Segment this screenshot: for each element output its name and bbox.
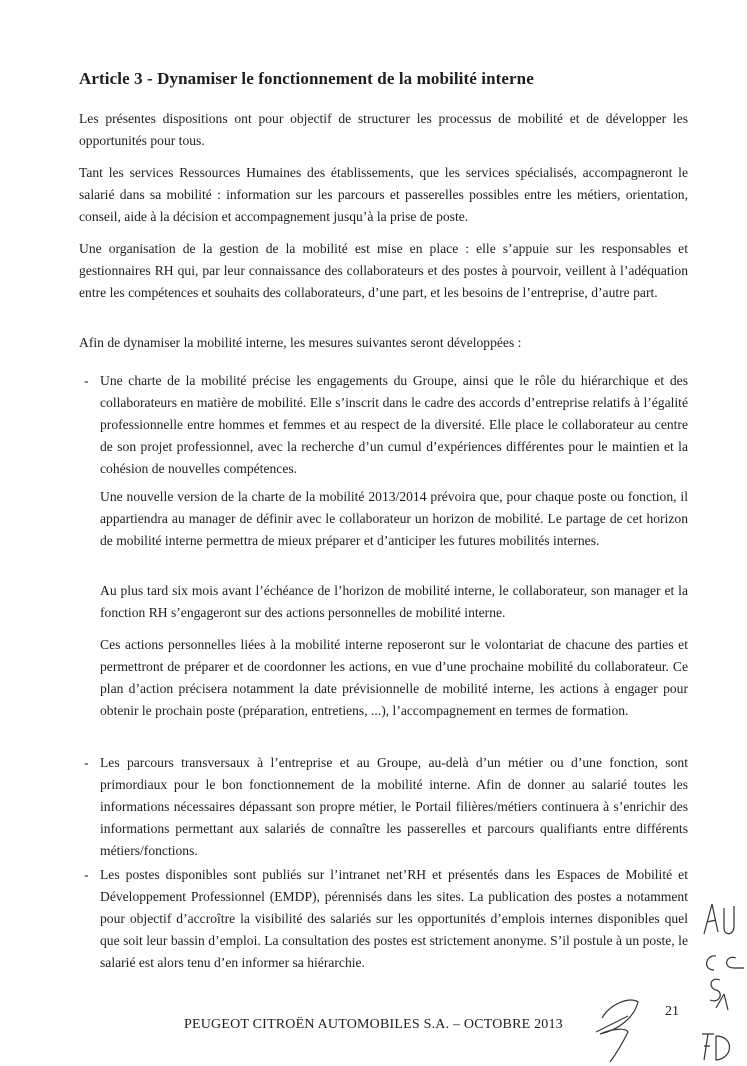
paragraph-measures-intro: Afin de dynamiser la mobilité interne, les mesures suivantes seront développées : [79,335,522,350]
article-title: Article 3 - Dynamiser le fonctionnement de la mobilité interne [79,69,534,88]
bullet-dash: - [84,755,89,770]
bullet-charter: Une charte de la mobilité précise les engagements du Groupe, ainsi que le rôle du hiérarchique et des collaborateurs en matière de mobilité. Elle s’inscrit dans le cadre des accords d’entreprise relatifs à l’égalité professionnelle entre hommes et femmes et au respect de la diversité. Elle place le collaborateur au centre de son projet professionnel, avec la recherche d’un cumul d’expériences différentes pour le maintien et la cohésion de nouvelles compétences. [100,373,688,476]
paragraph-hr-services: Tant les services Ressources Humaines des établissements, que les services spécialisés, accompagneront le salarié dans sa mobilité : information sur les parcours et passerelles possibles entre les métiers, orientation, conseil, aide à la décision et accompagnement jusqu’à la prise de poste. [79,165,688,224]
handwritten-initials-fd [696,1030,736,1064]
handwritten-initials-sa [702,974,734,1014]
bullet-transverse-paths: Les parcours transversaux à l’entreprise et au Groupe, au-delà d’un métier ou d’une fonction, sont primordiaux pour le bon fonctionnement de la mobilité interne. Afin de donner au salarié toutes les informations nécessaires dépassant son propre métier, le Portail filières/métiers continuera à s’enrichir des informations permettant aux salariés de connaître les passerelles et parcours qualifiants entre différents métiers/fonctions. [100,755,688,858]
bullet-charter-new-version: Une nouvelle version de la charte de la mobilité 2013/2014 prévoira que, pour chaque poste ou fonction, il appartiendra au manager de définir avec le collaborateur un horizon de mobilité. Le partage de cet horizon de mobilité interne permettra de mieux préparer et d’anticiper les futures mobilités internes. [100,489,688,548]
page-footer: PEUGEOT CITROËN AUTOMOBILES S.A. – OCTOBRE 2013 [184,1017,563,1032]
bullet-charter-deadline: Au plus tard six mois avant l’échéance de l’horizon de mobilité interne, le collaborateur, son manager et la fonction RH s’engageront sur des actions personnelles de mobilité interne. [100,583,688,620]
bullet-dash: - [84,867,89,882]
bullet-job-postings: Les postes disponibles sont publiés sur l’intranet net’RH et présentés dans les Espaces de Mobilité et Développement Professionnel (EMDP), pérennisés dans les sites. La publication des postes a notamment pour objectif d’accroître la visibilité des salariés sur les opportunités d’emplois internes disponibles quel que soit leur bassin d’emploi. La consultation des postes est strictement anonyme. S’il postule à un poste, le salarié est alors tenu d’en informer sa hiérarchie. [100,867,688,970]
bullet-charter-actions: Ces actions personnelles liées à la mobilité interne reposeront sur le volontariat de chacune des parties et permettront de préparer et de coordonner les actions, en vue d’une prochaine mobilité du collaborateur. Ce plan d’action précisera notamment la date prévisionnelle de mobilité interne, les actions à engager pour obtenir le prochain poste (préparation, entretiens, ...), l’accompagnement en termes de formation. [100,637,688,718]
page-number: 21 [665,1004,679,1019]
bullet-dash: - [84,373,89,388]
handwritten-signature [588,988,648,1066]
handwritten-initials-au [700,898,740,942]
paragraph-organisation: Une organisation de la gestion de la mobilité est mise en place : elle s’appuie sur les responsables et gestionnaires RH qui, par leur connaissance des collaborateurs et des postes à pourvoir, veillent à l’adéquation entre les compétences et souhaits des collaborateurs, d’une part, et les besoins de l’entreprise, d’autre part. [79,241,688,300]
paragraph-objective: Les présentes dispositions ont pour objectif de structurer les processus de mobilité et de développer les opportunités pour tous. [79,111,688,148]
